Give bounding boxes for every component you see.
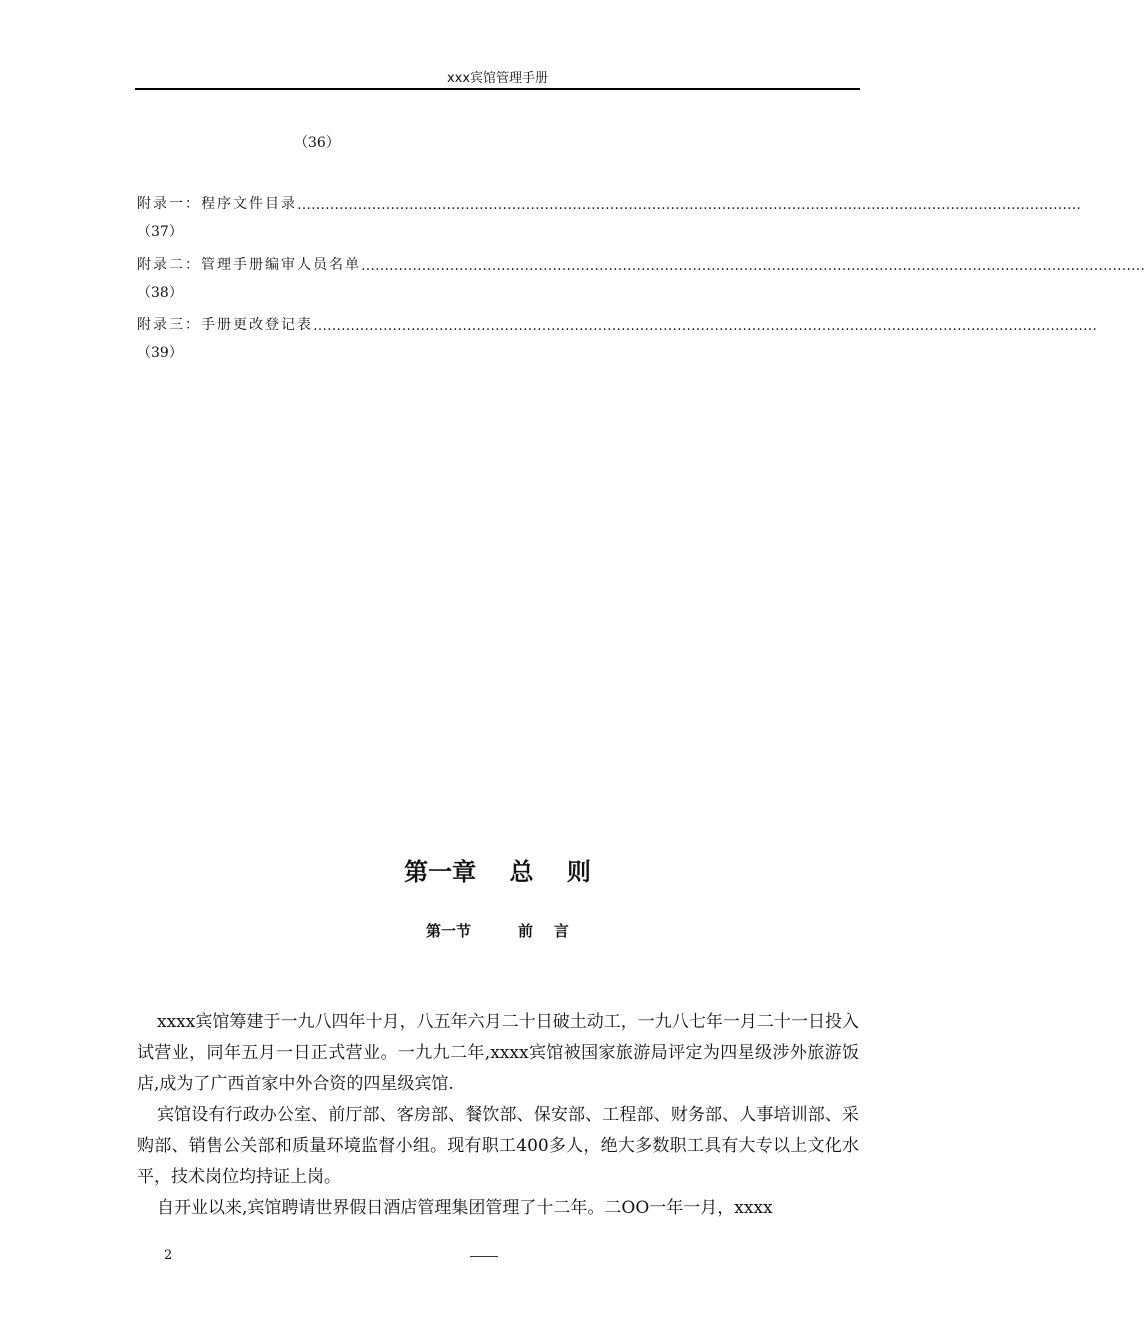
- toc-entry-label: 附录一：程序文件目录: [137, 196, 297, 212]
- paragraph: xxxx宾馆筹建于一九八四年十月，八五年六月二十日破土动工，一九八七年一月二十一日投入试营业，同年五月一日正式营业。一九九二年,xxxx宾馆被国家旅游局评定为四星级涉外旅游饭店,成为了广西首家中外合资的四星级宾馆.: [137, 1012, 859, 1094]
- toc-continuation-page: （36）: [294, 135, 340, 151]
- toc-entry-label: 附录二：管理手册编审人员名单: [137, 257, 361, 273]
- toc-entry-page: （39）: [137, 345, 183, 361]
- header-rule: [135, 88, 860, 90]
- toc-leader-dots: ……………………………………………………………………………………………………………………………………………………: [313, 318, 1097, 334]
- footer-dash: [470, 1256, 498, 1257]
- toc-entry[interactable]: [137, 254, 1145, 302]
- chapter-title: 第一章 总 则: [404, 858, 591, 886]
- toc-leader-dots: ……………………………………………………………………………………………………………………………………………………: [361, 258, 1145, 274]
- toc-leader-dots: ……………………………………………………………………………………………………………………………………………………: [297, 197, 1081, 213]
- toc-entry-page: （38）: [137, 285, 183, 301]
- toc-entry-page: （37）: [137, 224, 183, 240]
- toc-entry[interactable]: [137, 314, 1097, 362]
- body-text: [137, 1007, 859, 1224]
- toc-entry-label: 附录三：手册更改登记表: [137, 317, 313, 333]
- paragraph: 自开业以来,宾馆聘请世界假日酒店管理集团管理了十二年。二OO一年一月，xxxx: [157, 1198, 773, 1218]
- section-title: 第一节 前 言: [426, 922, 569, 940]
- toc-entry[interactable]: [137, 193, 1081, 241]
- page-number: 2: [164, 1248, 173, 1263]
- running-header: xxx宾馆管理手册: [446, 71, 549, 86]
- paragraph: 宾馆设有行政办公室、前厅部、客房部、餐饮部、保安部、工程部、财务部、人事培训部、采购部、销售公关部和质量环境监督小组。现有职工400多人，绝大多数职工具有大专以上文化水平，技术岗位均持证上岗。: [137, 1105, 859, 1187]
